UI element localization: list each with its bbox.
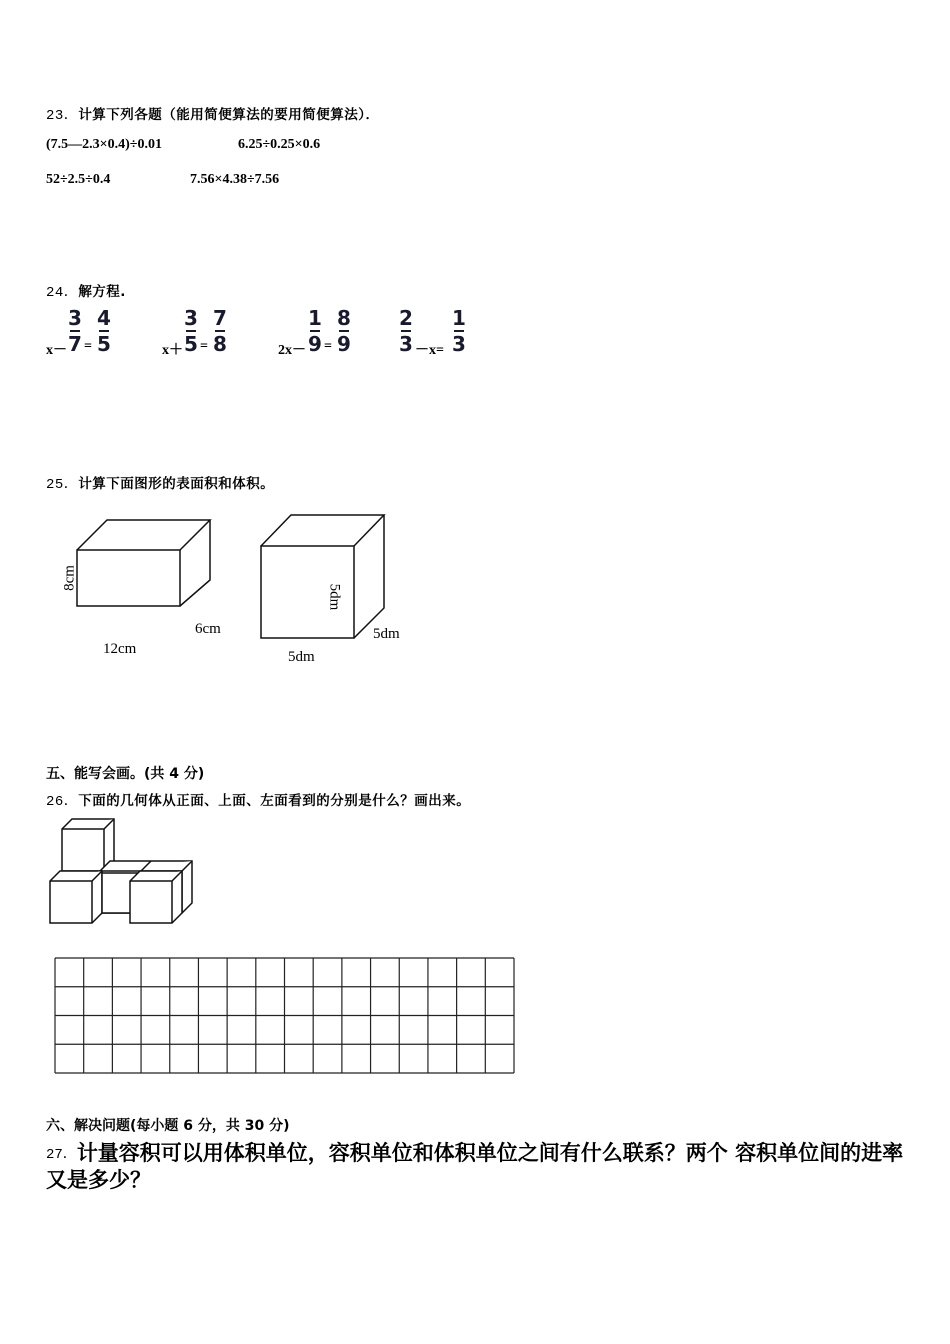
equation-3-fraction-left [307, 308, 323, 354]
equation-3-fraction-right [336, 308, 352, 354]
equation-1-equals: = [84, 339, 92, 354]
equation-2-fraction-left [183, 308, 199, 354]
equation-2 [162, 308, 242, 364]
equation-1-denominator-left: 7 [68, 332, 82, 356]
equation-2-denominator-right: 8 [213, 332, 227, 356]
equation-1-fraction-right [96, 308, 112, 354]
equation-1 [46, 308, 126, 364]
equation-2-fraction-right [212, 308, 228, 354]
equation-3-prefix: 2x－ [278, 343, 306, 358]
equation-1-numerator-left: 3 [68, 306, 82, 330]
q23-expression-2: 6.25÷0.25×0.6 [238, 137, 321, 152]
cuboid-top-face [77, 520, 210, 550]
equation-2-equals: = [200, 339, 208, 354]
q25-number: 25． [46, 477, 79, 493]
cube-height-label: 5dm [326, 583, 343, 611]
solid-figures [40, 505, 440, 675]
cube-figure [261, 515, 384, 638]
q23-text: 计算下列各题（能用简便算法的要用简便算法）． [78, 107, 380, 123]
q27-text: 计量容积可以用体积单位，容积单位和体积单位之间有什么联系？两个 容积单位间的进率又是多少？ [46, 1141, 904, 1192]
q24-title [46, 280, 126, 301]
equation-4-denominator-right: 3 [452, 332, 466, 356]
q23-expression-4: 7.56×4.38÷7.56 [190, 172, 280, 187]
q26-title [46, 789, 470, 810]
equation-3 [278, 308, 368, 364]
q24-number: 24． [46, 285, 79, 301]
q23-expression-3: 52÷2.5÷0.4 [46, 172, 111, 187]
q27-number: 27． [46, 1147, 77, 1163]
equation-3-equals: = [324, 339, 332, 354]
equation-3-numerator-right: 8 [337, 306, 351, 330]
equation-1-numerator-right: 4 [97, 306, 111, 330]
q23-expression-1: (7.5—2.3×0.4)÷0.01 [46, 137, 162, 152]
equation-1-prefix: x－ [46, 343, 67, 358]
equation-1-denominator-right: 5 [97, 332, 111, 356]
q26-text: 下面的几何体从正面、上面、左面看到的分别是什么？画出来。 [78, 793, 471, 809]
equation-2-numerator-right: 7 [213, 306, 227, 330]
cube-depth-label: 5dm [373, 626, 400, 642]
q26-number: 26． [46, 794, 79, 810]
q27-block [46, 1140, 906, 1194]
equation-4 [398, 308, 488, 364]
cuboid-figure [77, 520, 210, 606]
section-6-title: 六、解决问题(每小题 6 分，共 30 分) [46, 1118, 290, 1134]
equation-4-fraction-left [398, 308, 414, 354]
cuboid-length-label: 12cm [103, 641, 137, 657]
q25-text: 计算下面图形的表面积和体积。 [78, 476, 275, 492]
equation-4-denominator-left: 3 [399, 332, 413, 356]
equation-4-middle: －x= [415, 343, 444, 358]
cuboid-depth-label: 6cm [195, 621, 221, 637]
q25-title [46, 472, 274, 493]
cube-length-label: 5dm [288, 649, 315, 665]
cuboid-front-face [77, 550, 180, 606]
drawing-grid[interactable] [54, 957, 516, 1075]
section-5-title: 五、能写会画。(共 4 分) [46, 766, 205, 782]
equation-3-denominator-right: 9 [337, 332, 351, 356]
equation-4-fraction-right [451, 308, 467, 354]
equation-2-prefix: x＋ [162, 343, 183, 358]
equation-4-numerator-right: 1 [452, 306, 466, 330]
equation-1-fraction-left [67, 308, 83, 354]
equation-2-numerator-left: 3 [184, 306, 198, 330]
equation-3-numerator-left: 1 [308, 306, 322, 330]
cuboid-side-face [180, 520, 210, 606]
cube-top-face [261, 515, 384, 546]
cube-side-face [354, 515, 384, 638]
equation-3-denominator-left: 9 [308, 332, 322, 356]
cube-stack-figure [44, 815, 204, 930]
equation-2-denominator-left: 5 [184, 332, 198, 356]
q24-text: 解方程. [78, 284, 126, 300]
cuboid-height-label: 8cm [61, 565, 78, 591]
q23-title [46, 103, 380, 124]
q23-number: 23． [46, 108, 79, 124]
equation-4-numerator-left: 2 [399, 306, 413, 330]
